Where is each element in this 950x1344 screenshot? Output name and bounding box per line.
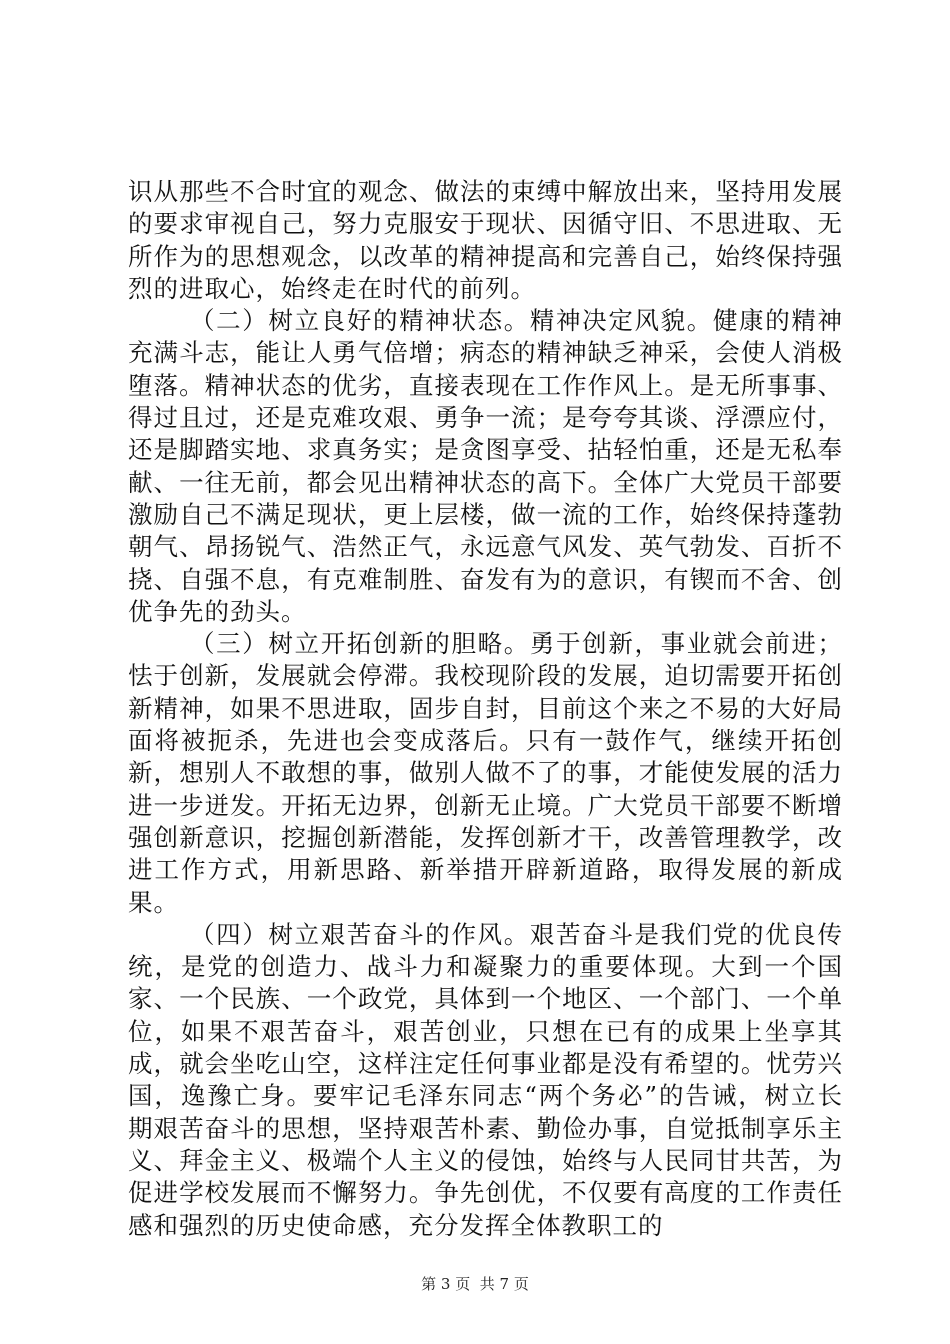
page-number-label: 第 3 页 共 7 页 [421, 1275, 529, 1293]
paragraph-continuation: 识从那些不合时宜的观念、做法的束缚中解放出来，坚持用发展的要求审视自己，努力克服安于现状、因循守旧、不思进取、无所作为的思想观念，以改革的精神提高和完善自己，始终保持强烈的进取心，始终走在时代的前列。 [128, 177, 843, 303]
paragraph-hard-work: （四）树立艰苦奋斗的作风。艰苦奋斗是我们党的优良传统，是党的创造力、战斗力和凝聚力的重要体现。大到一个国家、一个民族、一个政党，具体到一个地区、一个部门、一个单位，如果不艰苦奋斗，艰苦创业，只想在已有的成果上坐享其成，就会坐吃山空，这样注定任何事业都是没有希望的。忧劳兴国，逸豫亡身。要牢记毛泽东同志“两个务必”的告诫，树立长期艰苦奋斗的思想，坚持艰苦朴素、勤俭办事，自觉抵制享乐主义、拜金主义、极端个人主义的侵蚀，始终与人民同甘共苦，为促进学校发展而不懈努力。争先创优，不仅要有高度的工作责任感和强烈的历史使命感，充分发挥全体教职工的 [128, 919, 843, 1240]
paragraph-spirit-state: （二）树立良好的精神状态。精神决定风貌。健康的精神充满斗志，能让人勇气倍增；病态的精神缺乏神采，会使人消极堕落。精神状态的优劣，直接表现在工作作风上。是无所事事、得过且过，还是克难攻艰、勇争一流；是夸夸其谈、浮漂应付，还是脚踏实地、求真务实；是贪图享受、拈轻怕重，还是无私奉献、一往无前，都会见出精神状态的高下。全体广大党员干部要激励自己不满足现状，更上层楼，做一流的工作，始终保持蓬勃朝气、昂扬锐气、浩然正气，永远意气风发、英气勃发、百折不挠、自强不息，有克难制胜、奋发有为的意识，有锲而不舍、创优争先的劲头。 [128, 306, 843, 626]
body-text [128, 176, 843, 1242]
page-footer [0, 1274, 950, 1294]
paragraph-innovation: （三）树立开拓创新的胆略。勇于创新，事业就会前进；怯于创新，发展就会停滞。我校现阶段的发展，迫切需要开拓创新精神，如果不思进取，固步自封，目前这个来之不易的大好局面将被扼杀，先进也会变成落后。只有一鼓作气，继续开拓创新，想别人不敢想的事，做别人做不了的事，才能使发展的活力进一步迸发。开拓无边界，创新无止境。广大党员干部要不断增强创新意识，挖掘创新潜能，发挥创新才干，改善管理教学，改进工作方式，用新思路、新举措开辟新道路，取得发展的新成果。 [128, 629, 843, 917]
